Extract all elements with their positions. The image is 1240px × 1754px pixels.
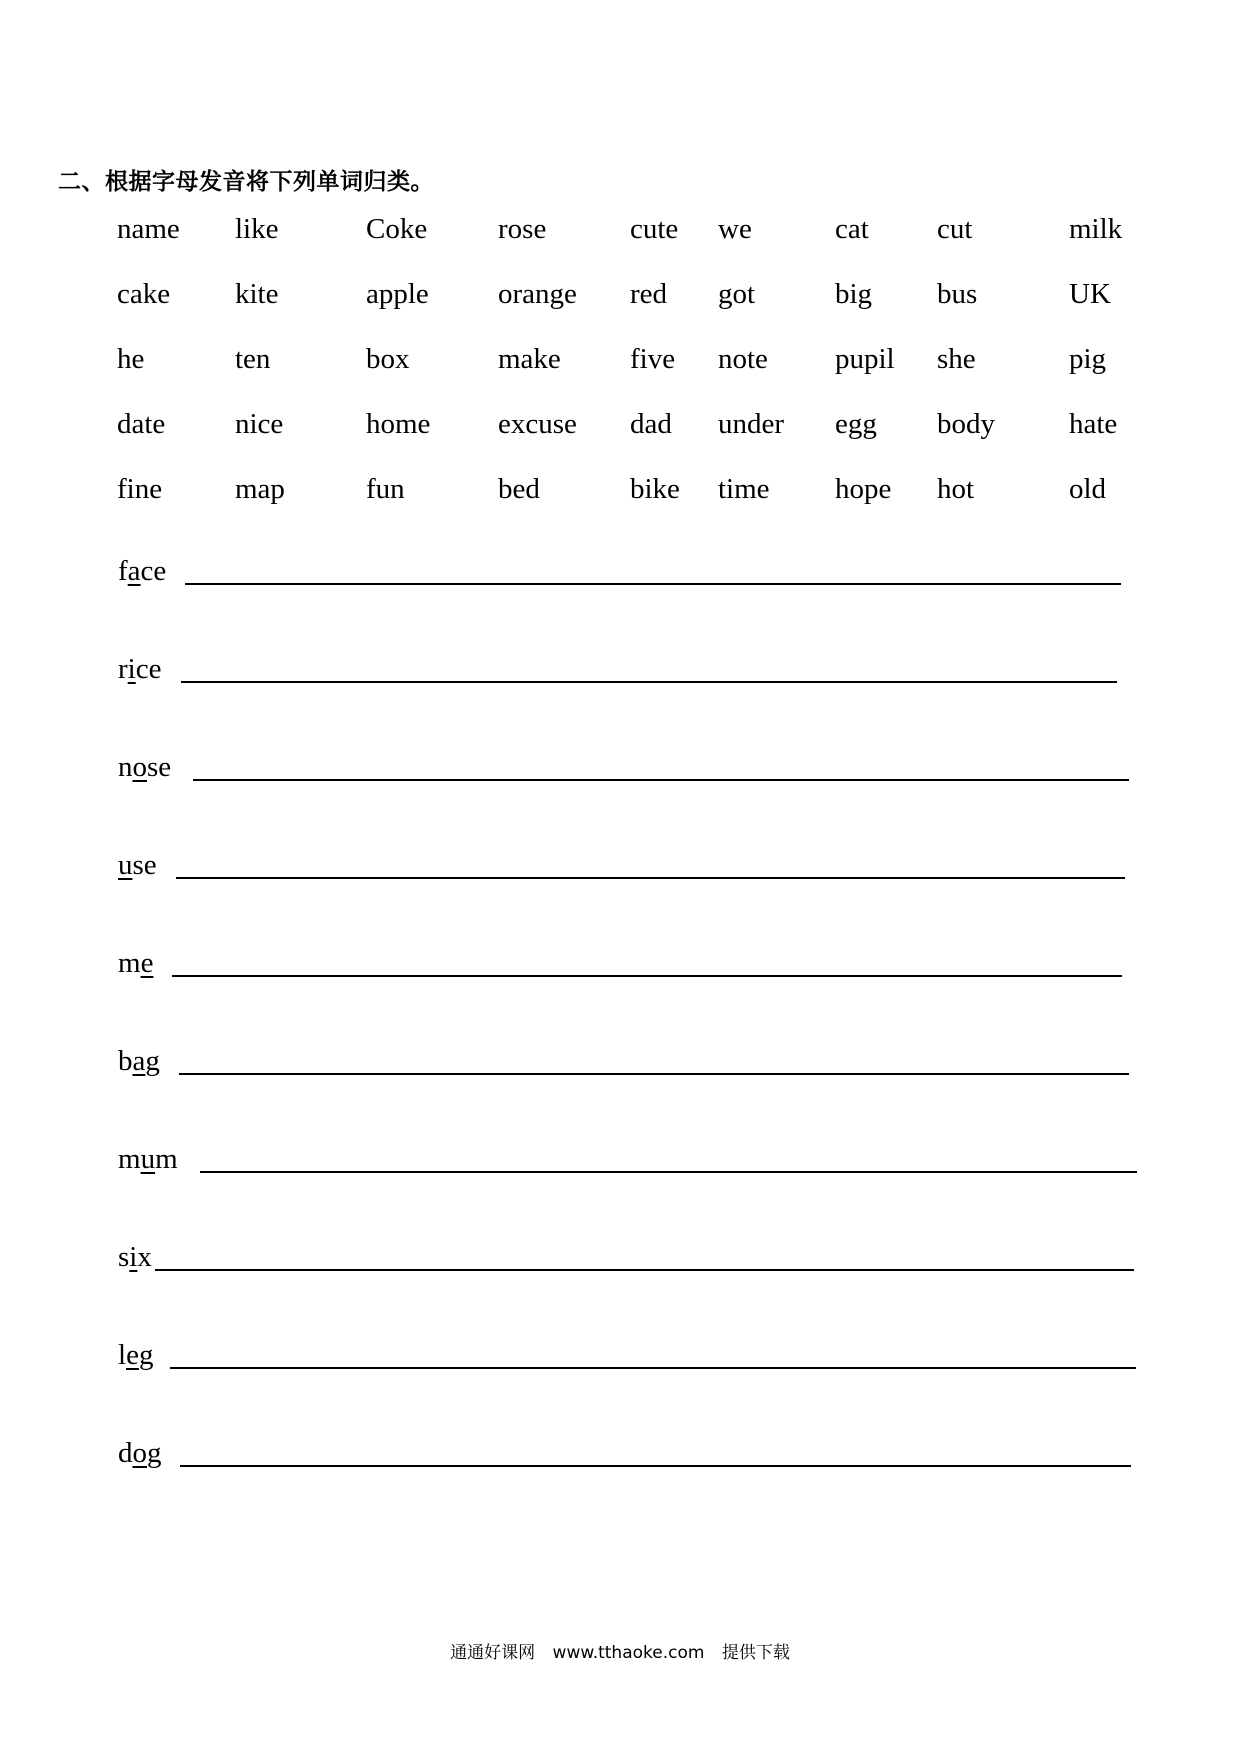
key-word-underlined-letter: e: [140, 947, 154, 979]
word-item: cake: [117, 278, 171, 310]
key-word-prefix: f: [118, 555, 128, 587]
word-item: we: [718, 213, 752, 245]
footer-site-name: 通通好课网: [450, 1643, 536, 1663]
category-key-word: [118, 557, 166, 586]
key-word-prefix: r: [118, 653, 128, 685]
answer-line[interactable]: [155, 1269, 1134, 1271]
word-item: orange: [498, 278, 577, 310]
word-item: body: [937, 408, 995, 440]
word-item: five: [630, 343, 676, 375]
word-item: box: [366, 343, 410, 375]
section-title: 二、根据字母发音将下列单词归类。: [58, 169, 434, 195]
word-item: egg: [835, 408, 877, 440]
word-item: time: [718, 473, 770, 505]
key-word-underlined-letter: u: [118, 849, 133, 881]
category-key-word: [118, 949, 153, 978]
answer-line[interactable]: [179, 1073, 1129, 1075]
word-item: bus: [937, 278, 978, 310]
answer-line[interactable]: [170, 1367, 1136, 1369]
key-word-suffix: x: [137, 1241, 152, 1273]
answer-line[interactable]: [193, 779, 1129, 781]
word-item: pig: [1069, 343, 1107, 375]
word-item: home: [366, 408, 431, 440]
footer-url: www.tthaoke.com: [552, 1643, 705, 1663]
word-item: she: [937, 343, 976, 375]
key-word-suffix: ce: [140, 555, 167, 587]
category-key-word: [118, 851, 157, 880]
word-item: red: [630, 278, 668, 310]
word-item: ten: [235, 343, 271, 375]
word-item: UK: [1069, 278, 1111, 310]
word-item: Coke: [366, 213, 428, 245]
key-word-suffix: g: [138, 1339, 154, 1371]
word-item: fun: [366, 473, 405, 505]
key-word-underlined-letter: i: [129, 1241, 138, 1273]
word-item: like: [235, 213, 279, 245]
footer-suffix: 提供下载: [721, 1643, 790, 1663]
key-word-prefix: d: [118, 1437, 133, 1469]
word-item: bike: [630, 473, 680, 505]
key-word-suffix: g: [147, 1437, 162, 1469]
key-word-underlined-letter: a: [132, 1045, 146, 1077]
key-word-suffix: g: [145, 1045, 160, 1077]
category-key-word: [118, 1145, 178, 1174]
word-item: milk: [1069, 213, 1123, 245]
key-word-underlined-letter: o: [132, 751, 147, 783]
key-word-underlined-letter: e: [126, 1339, 139, 1371]
category-key-word: [118, 655, 161, 684]
word-item: hot: [937, 473, 975, 505]
key-word-prefix: b: [118, 1045, 133, 1077]
key-word-underlined-letter: u: [140, 1143, 156, 1175]
key-word-underlined-letter: i: [127, 653, 136, 685]
word-item: note: [718, 343, 768, 375]
word-item: rose: [498, 213, 547, 245]
word-item: nice: [235, 408, 284, 440]
key-word-prefix: m: [118, 1143, 141, 1175]
footer: [0, 1638, 1240, 1663]
word-item: excuse: [498, 408, 577, 440]
word-item: cut: [937, 213, 973, 245]
answer-line[interactable]: [185, 583, 1121, 585]
word-item: hate: [1069, 408, 1118, 440]
word-item: kite: [235, 278, 279, 310]
key-word-prefix: m: [118, 947, 141, 979]
category-key-word: [118, 1341, 153, 1370]
key-word-prefix: s: [118, 1241, 130, 1273]
key-word-suffix: ce: [135, 653, 162, 685]
answer-line[interactable]: [176, 877, 1125, 879]
word-item: got: [718, 278, 756, 310]
category-key-word: [118, 1439, 162, 1468]
word-item: big: [835, 278, 873, 310]
word-item: date: [117, 408, 166, 440]
word-item: he: [117, 343, 145, 375]
category-key-word: [118, 1243, 152, 1272]
key-word-prefix: n: [118, 751, 133, 783]
word-item: fine: [117, 473, 163, 505]
answer-line[interactable]: [172, 975, 1122, 977]
word-item: apple: [366, 278, 429, 310]
word-item: map: [235, 473, 285, 505]
key-word-suffix: se: [132, 849, 157, 881]
key-word-underlined-letter: a: [127, 555, 141, 587]
word-item: make: [498, 343, 561, 375]
key-word-suffix: m: [155, 1143, 178, 1175]
word-item: cat: [835, 213, 869, 245]
word-item: pupil: [835, 343, 895, 375]
category-key-word: [118, 753, 171, 782]
word-item: bed: [498, 473, 540, 505]
answer-line[interactable]: [180, 1465, 1131, 1467]
word-item: cute: [630, 213, 679, 245]
word-item: hope: [835, 473, 892, 505]
category-key-word: [118, 1047, 160, 1076]
key-word-underlined-letter: o: [132, 1437, 147, 1469]
key-word-suffix: se: [147, 751, 172, 783]
answer-line[interactable]: [181, 681, 1117, 683]
word-item: old: [1069, 473, 1107, 505]
key-word-prefix: l: [118, 1339, 127, 1371]
answer-line[interactable]: [200, 1171, 1137, 1173]
word-item: dad: [630, 408, 672, 440]
word-item: under: [718, 408, 785, 440]
word-item: name: [117, 213, 180, 245]
